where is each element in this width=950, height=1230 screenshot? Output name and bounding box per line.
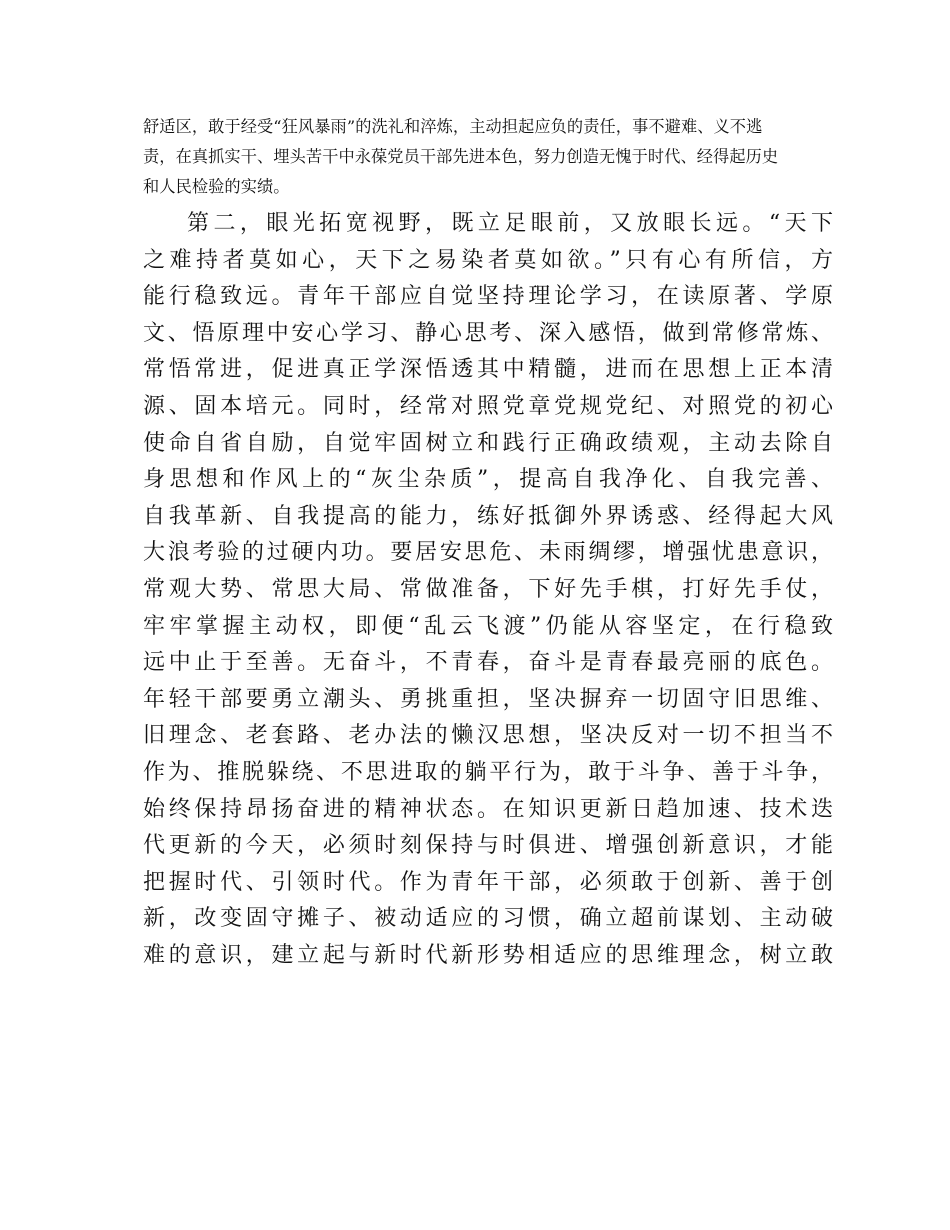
main-line: 使命自省自励，自觉牢固树立和践行正确政绩观，主动去除自 (143, 430, 833, 456)
main-line: 旧理念、老套路、老办法的懒汉思想，坚决反对一切不担当不 (143, 723, 833, 749)
main-line: 之难持者莫如心，天下之易染者莫如欲。”只有心有所信，方 (143, 247, 833, 273)
main-line: 远中止于至善。无奋斗，不青春，奋斗是青春最亮丽的底色。 (143, 650, 833, 676)
main-line: 源、固本培元。同时，经常对照党章党规党纪、对照党的初心 (143, 393, 833, 419)
main-line: 难的意识，建立起与新时代新形势相适应的思维理念，树立敢 (143, 942, 833, 968)
intro-line: 舒适区，敢于经受“狂风暴雨”的洗礼和淬炼，主动担起应负的责任，事不避难、义不逃 (143, 117, 763, 136)
main-line: 第二，眼光拓宽视野，既立足眼前，又放眼长远。“天下 (187, 211, 833, 236)
main-line: 牢牢掌握主动权，即便“乱云飞渡”仍能从容坚定，在行稳致 (143, 613, 833, 639)
main-line: 能行稳致远。青年干部应自觉坚持理论学习，在读原著、学原 (143, 284, 833, 310)
main-line: 始终保持昂扬奋进的精神状态。在知识更新日趋加速、技术迭 (143, 796, 833, 822)
main-line: 自我革新、自我提高的能力，练好抵御外界诱惑、经得起大风 (143, 503, 833, 529)
main-paragraph (143, 206, 833, 974)
main-line: 常悟常进，促进真正学深悟透其中精髓，进而在思想上正本清 (143, 357, 833, 383)
intro-line: 责，在真抓实干、埋头苦干中永葆党员干部先进本色，努力创造无愧于时代、经得起历史 (143, 147, 779, 166)
main-line: 大浪考验的过硬内功。要居安思危、未雨绸缪，增强忧患意识， (143, 540, 833, 566)
main-line: 把握时代、引领时代。作为青年干部，必须敢于创新、善于创 (143, 869, 833, 895)
main-line: 年轻干部要勇立潮头、勇挑重担，坚决摒弃一切固守旧思维、 (143, 686, 833, 712)
intro-paragraph (143, 112, 823, 202)
main-line: 作为、推脱躲绕、不思进取的躺平行为，敢于斗争、善于斗争， (143, 759, 833, 785)
main-line: 新，改变固守摊子、被动适应的习惯，确立超前谋划、主动破 (143, 906, 833, 932)
main-line: 身思想和作风上的“灰尘杂质”，提高自我净化、自我完善、 (143, 467, 833, 493)
main-line: 代更新的今天，必须时刻保持与时俱进、增强创新意识，才能 (143, 833, 833, 859)
intro-line: 和人民检验的实绩。 (143, 177, 290, 196)
main-line: 常观大势、常思大局、常做准备，下好先手棋，打好先手仗， (143, 576, 833, 602)
main-line: 文、悟原理中安心学习、静心思考、深入感悟，做到常修常炼、 (143, 320, 833, 346)
